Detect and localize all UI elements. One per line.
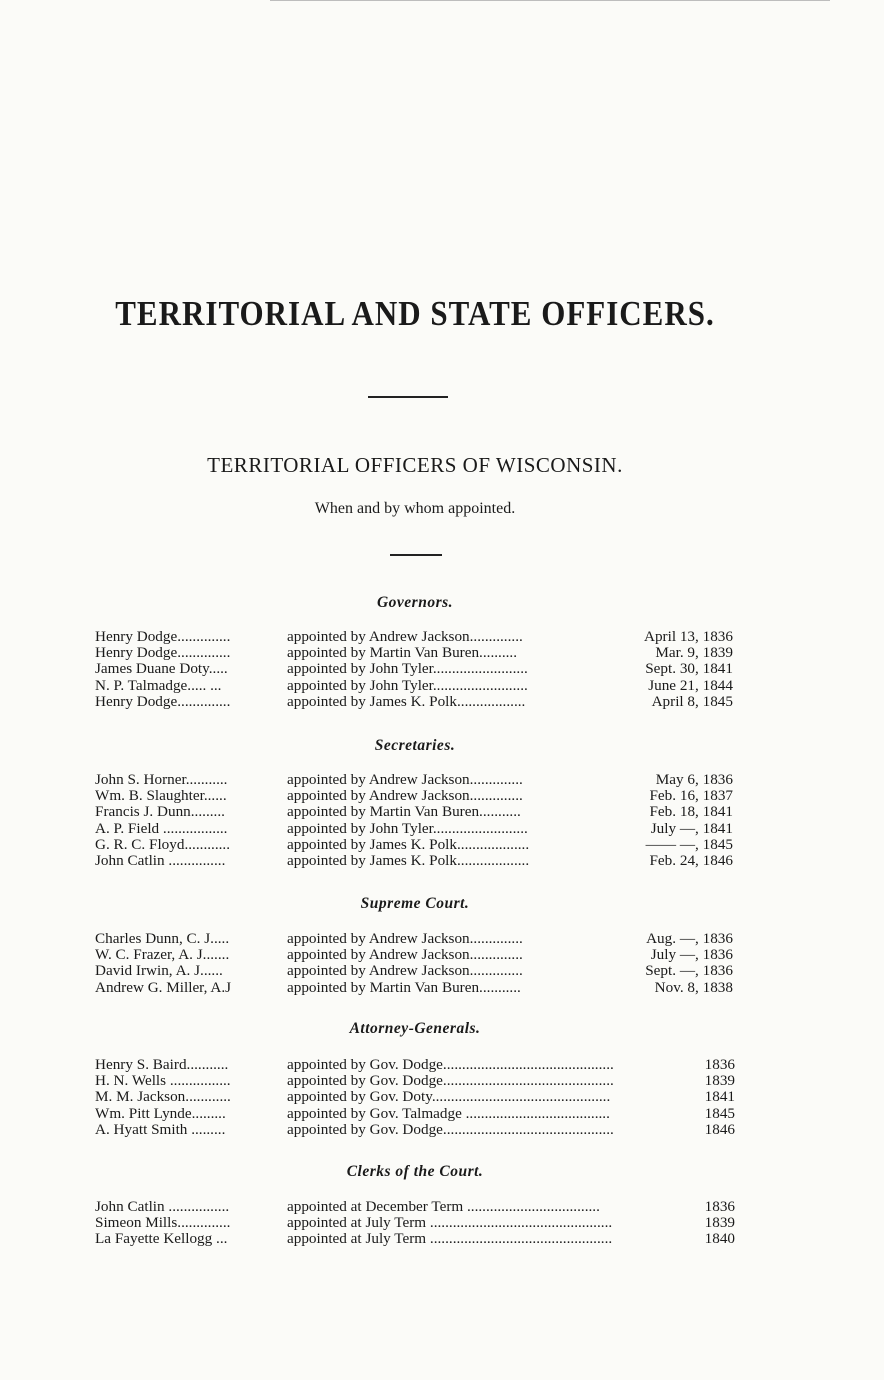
appointment: appointed by James K. Polk................... xyxy=(287,836,530,853)
appointment-date: Feb. 16, 1837 xyxy=(649,787,733,805)
appointment: appointed at December Term ................................... xyxy=(287,1199,600,1215)
clerks-list xyxy=(95,1199,735,1248)
officer-name: N. P. Talmadge..... ... xyxy=(95,677,222,694)
appointment: appointed by Martin Van Buren........... xyxy=(287,979,521,996)
attorney-generals-list xyxy=(95,1057,735,1138)
list-item xyxy=(95,931,735,947)
list-item xyxy=(95,1231,735,1247)
list-item xyxy=(95,837,735,853)
officer-name: H. N. Wells ................ xyxy=(95,1073,231,1090)
list-item xyxy=(95,1089,735,1105)
appointment-date: May 6, 1836 xyxy=(655,771,733,788)
appointment-date: Aug. —, 1836 xyxy=(646,930,733,947)
page-title: TERRITORIAL AND STATE OFFICERS. xyxy=(115,293,715,334)
appointment: appointed by Andrew Jackson.............. xyxy=(287,947,523,964)
appointment: appointed by John Tyler......................... xyxy=(287,661,528,678)
officer-name: Henry Dodge.............. xyxy=(95,629,231,645)
list-item xyxy=(95,1106,735,1122)
governors-list xyxy=(95,629,735,710)
officer-name: A. Hyatt Smith ......... xyxy=(95,1121,226,1138)
appointment: appointed by Andrew Jackson.............. xyxy=(287,629,523,645)
appointment-year: 1839 xyxy=(704,1072,735,1090)
clerks-heading: Clerks of the Court. xyxy=(346,1163,484,1180)
officer-name: Wm. Pitt Lynde......... xyxy=(95,1105,226,1122)
list-item xyxy=(95,1122,735,1138)
officer-name: Simeon Mills.............. xyxy=(95,1215,231,1232)
appointment-date: June 21, 1844 xyxy=(648,676,733,694)
title-divider xyxy=(368,396,448,398)
appointment-year: 1846 xyxy=(704,1120,735,1138)
supreme-court-heading: Supreme Court. xyxy=(360,895,470,912)
appointment-year: 1839 xyxy=(704,1214,735,1232)
officer-name: Francis J. Dunn......... xyxy=(95,804,225,821)
officer-name: M. M. Jackson............ xyxy=(95,1089,231,1106)
appointment-date: April 13, 1836 xyxy=(643,628,733,645)
section-title: TERRITORIAL OFFICERS OF WISCONSIN. xyxy=(207,453,623,477)
appointment: appointed by Andrew Jackson.............. xyxy=(287,931,523,947)
list-item xyxy=(95,1057,735,1073)
list-item xyxy=(95,661,735,677)
section-note: When and by whom appointed. xyxy=(314,500,516,517)
appointment: appointed by Andrew Jackson.............. xyxy=(287,963,523,980)
appointment-date: —— —, 1845 xyxy=(645,835,733,853)
officer-name: Andrew G. Miller, A.J xyxy=(95,979,232,996)
appointment-year: 1836 xyxy=(704,1056,735,1073)
officer-name: G. R. C. Floyd............ xyxy=(95,836,231,853)
officer-name: Wm. B. Slaughter...... xyxy=(95,788,227,805)
list-item xyxy=(95,1199,735,1215)
appointment-year: 1845 xyxy=(704,1104,735,1122)
appointment: appointed by Gov. Dodge............................................. xyxy=(287,1073,614,1090)
officer-name: La Fayette Kellogg ... xyxy=(95,1231,228,1248)
appointment: appointed by Gov. Doty............................................... xyxy=(287,1089,611,1106)
appointment: appointed by John Tyler......................... xyxy=(287,677,528,694)
officer-name: John S. Horner........... xyxy=(95,772,228,788)
supreme-court-list xyxy=(95,931,735,996)
subtitle-divider xyxy=(390,554,442,556)
appointment: appointed at July Term ................................................ xyxy=(287,1231,613,1248)
appointment: appointed at July Term ................................................ xyxy=(287,1215,613,1232)
officer-name: John Catlin ............... xyxy=(95,852,226,869)
appointment: appointed by Martin Van Buren.......... xyxy=(287,645,518,662)
top-edge-rule xyxy=(270,0,830,1)
appointment: appointed by Andrew Jackson.............. xyxy=(287,788,523,805)
appointment-date: Nov. 8, 1838 xyxy=(654,978,733,996)
appointment: appointed by Martin Van Buren........... xyxy=(287,804,521,821)
appointment-year: 1841 xyxy=(704,1088,735,1106)
appointment-year: 1840 xyxy=(704,1230,735,1248)
appointment: appointed by Gov. Dodge............................................. xyxy=(287,1057,614,1073)
appointment: appointed by Gov. Talmadge ...................................... xyxy=(287,1105,610,1122)
appointment-date: Feb. 24, 1846 xyxy=(649,851,733,869)
appointment-date: July —, 1836 xyxy=(650,946,733,964)
officer-name: Henry S. Baird........... xyxy=(95,1057,229,1073)
list-item xyxy=(95,772,735,788)
list-item xyxy=(95,1215,735,1231)
appointment-date: Mar. 9, 1839 xyxy=(655,644,733,662)
appointment: appointed by Gov. Dodge............................................. xyxy=(287,1121,614,1138)
officer-name: John Catlin ................ xyxy=(95,1199,230,1215)
appointment-date: Sept. —, 1836 xyxy=(645,962,733,980)
appointment-date: April 8, 1845 xyxy=(651,692,733,710)
list-item xyxy=(95,629,735,645)
list-item xyxy=(95,788,735,804)
officer-name: Henry Dodge.............. xyxy=(95,693,231,710)
list-item xyxy=(95,645,735,661)
officer-name: James Duane Doty..... xyxy=(95,661,228,678)
officer-name: David Irwin, A. J...... xyxy=(95,963,223,980)
attorney-generals-heading: Attorney-Generals. xyxy=(349,1020,481,1037)
appointment-date: Sept. 30, 1841 xyxy=(645,660,733,678)
list-item xyxy=(95,1073,735,1089)
list-item xyxy=(95,678,735,694)
appointment: appointed by John Tyler......................... xyxy=(287,820,528,837)
officer-name: W. C. Frazer, A. J....... xyxy=(95,947,230,964)
appointment-date: Feb. 18, 1841 xyxy=(649,803,733,821)
appointment-date: July —, 1841 xyxy=(650,819,733,837)
appointment: appointed by Andrew Jackson.............. xyxy=(287,772,523,788)
officer-name: Charles Dunn, C. J..... xyxy=(95,931,230,947)
list-item xyxy=(95,694,735,710)
secretaries-heading: Secretaries. xyxy=(374,737,456,754)
list-item xyxy=(95,821,735,837)
governors-heading: Governors. xyxy=(376,594,454,611)
list-item xyxy=(95,853,735,869)
secretaries-list xyxy=(95,772,735,869)
appointment: appointed by James K. Polk.................. xyxy=(287,693,526,710)
list-item xyxy=(95,804,735,820)
appointment: appointed by James K. Polk................... xyxy=(287,852,530,869)
officer-name: Henry Dodge.............. xyxy=(95,645,231,662)
officer-name: A. P. Field ................. xyxy=(95,820,228,837)
list-item xyxy=(95,963,735,979)
appointment-year: 1836 xyxy=(704,1198,735,1215)
list-item xyxy=(95,980,735,996)
list-item xyxy=(95,947,735,963)
